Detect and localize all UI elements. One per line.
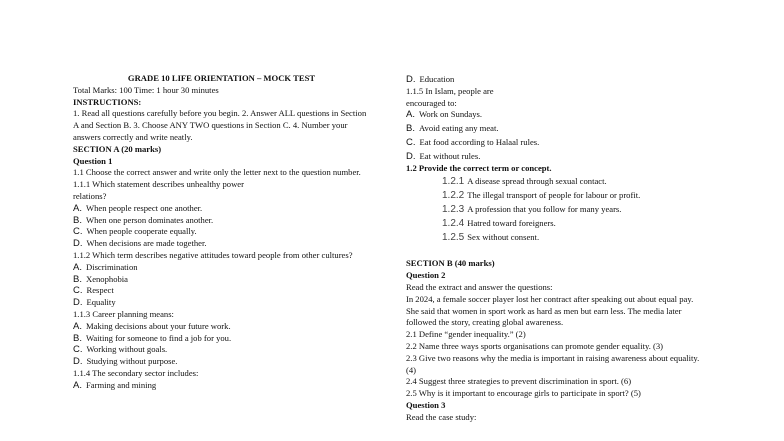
option-1-1-3-b: [73, 333, 370, 345]
option-text: Farming and mining: [85, 379, 157, 390]
question-1-1-2-stem: 1.1.2 Which term describes negative attitudes toward people from other cultures?: [73, 249, 353, 260]
question-2-5: 2.5 Why is it important to encourage girls to participate in sport? (5): [406, 388, 641, 399]
option-text: Xenophobia: [85, 273, 128, 284]
question-1-1-3-stem: 1.1.3 Career planning means:: [73, 308, 174, 319]
option-1-1-2-a: [73, 262, 370, 274]
option-1-1-4-d: [406, 74, 711, 86]
option-letter: A.: [73, 379, 82, 391]
question-2-intro: Read the extract and answer the questions:: [406, 281, 553, 292]
option-text: Discrimination: [85, 261, 138, 272]
option-1-1-3-c: [73, 344, 370, 356]
option-text: When people respect one another.: [85, 202, 203, 213]
question-1-1-1-stem: 1.1.1 Which statement describes unhealthy power relations?: [73, 179, 244, 201]
option-1-1-1-c: [73, 226, 370, 238]
option-1-1-3-a: [73, 321, 370, 333]
term-item: [406, 218, 711, 230]
option-letter: D.: [73, 238, 83, 250]
term-number: 1.2.5: [442, 231, 465, 243]
option-1-1-2-c: [73, 285, 370, 297]
extract-paragraph-1: In 2024, a female soccer player lost her contract after speaking out about equal pay.: [406, 293, 694, 304]
option-letter: B.: [73, 332, 82, 344]
question-2-3: 2.3 Give two reasons why the media is important in raising awareness about equality. (4): [406, 352, 700, 375]
option-1-1-5-a: [406, 109, 711, 121]
marks-and-time: Total Marks: 100 Time: 1 hour 30 minutes: [73, 84, 219, 95]
option-text: Avoid eating any meat.: [418, 123, 499, 134]
option-1-1-4-a: [73, 380, 370, 392]
question-3-heading: Question 3: [406, 399, 446, 410]
option-1-1-5-b: [406, 123, 711, 135]
term-item: [406, 232, 711, 244]
option-letter: D.: [73, 297, 83, 309]
instructions-text: 1. Read all questions carefully before you begin. 2. Answer ALL questions in Section A and Section B. 3. Choose ANY TWO questions in Section C. 4. Number your answers correctly and write neatly.: [73, 108, 367, 142]
term-item: [406, 204, 711, 216]
question-1-heading: Question 1: [73, 155, 113, 166]
option-1-1-2-d: [73, 297, 370, 309]
option-text: Waiting for someone to find a job for you.: [85, 332, 232, 343]
option-letter: B.: [406, 123, 415, 135]
right-column: [406, 74, 711, 424]
option-letter: C.: [73, 226, 83, 238]
option-1-1-2-b: [73, 274, 370, 286]
option-text: When people cooperate equally.: [86, 226, 197, 237]
term-text: A profession that you follow for many years.: [467, 203, 622, 214]
option-text: Work on Sundays.: [418, 109, 483, 120]
term-text: The illegal transport of people for labour or profit.: [467, 190, 641, 201]
term-number: 1.2.4: [442, 217, 465, 229]
option-text: Equality: [86, 297, 116, 308]
term-text: Hatred toward foreigners.: [467, 217, 556, 228]
option-letter: C.: [73, 344, 83, 356]
test-title: GRADE 10 LIFE ORIENTATION – MOCK TEST: [127, 73, 316, 83]
option-text: Working without goals.: [86, 344, 168, 355]
question-1-1-5-stem-line2: encouraged to:: [406, 97, 457, 108]
option-text: Making decisions about your future work.: [85, 320, 231, 331]
option-1-1-5-c: [406, 137, 711, 149]
option-letter: D.: [73, 356, 83, 368]
term-item: [406, 176, 711, 188]
option-1-1-1-b: [73, 215, 370, 227]
option-text: When decisions are made together.: [86, 238, 207, 249]
option-text: Respect: [86, 285, 114, 296]
option-1-1-5-d: [406, 151, 711, 163]
extract-paragraph-2: She said that women in sport work as hard as men but earn less. The media later followed the story, creating global awareness.: [406, 305, 682, 328]
question-2-4: 2.4 Suggest three strategies to prevent discrimination in sport. (6): [406, 376, 632, 387]
option-1-1-1-a: [73, 203, 370, 215]
option-letter: A.: [406, 109, 415, 121]
option-letter: B.: [73, 273, 82, 285]
option-letter: A.: [73, 261, 82, 273]
term-text: Sex without consent.: [467, 231, 540, 242]
option-text: Education: [419, 74, 455, 84]
option-text: When one person dominates another.: [85, 214, 214, 225]
option-1-1-1-d: [73, 238, 370, 250]
section-a-heading: SECTION A (20 marks): [73, 143, 162, 154]
question-1-2-heading: 1.2 Provide the correct term or concept.: [406, 162, 552, 173]
option-text: Eat food according to Halaal rules.: [419, 136, 540, 147]
option-letter: B.: [73, 214, 82, 226]
question-1-1-5-stem-line1: 1.1.5 In Islam, people are: [406, 85, 494, 96]
option-1-1-3-d: [73, 356, 370, 368]
question-1-1-intro: 1.1 Choose the correct answer and write only the letter next to the question number.: [73, 167, 361, 178]
option-letter: A.: [73, 320, 82, 332]
instructions-heading: INSTRUCTIONS:: [73, 96, 142, 107]
question-2-1: 2.1 Define “gender inequality.” (2): [406, 329, 526, 340]
option-letter: C.: [406, 136, 416, 148]
question-2-heading: Question 2: [406, 270, 446, 281]
section-b-heading: SECTION B (40 marks): [406, 258, 495, 269]
question-1-1-4-stem: 1.1.4 The secondary sector includes:: [73, 367, 199, 378]
term-number: 1.2.3: [442, 203, 465, 215]
term-number: 1.2.2: [442, 190, 465, 202]
left-column: [73, 73, 370, 392]
option-letter: D.: [406, 74, 416, 85]
option-letter: A.: [73, 202, 82, 214]
term-text: A disease spread through sexual contact.: [467, 176, 607, 187]
spacer: [406, 243, 711, 254]
option-text: Studying without purpose.: [86, 356, 178, 367]
term-number: 1.2.1: [442, 176, 465, 188]
option-letter: C.: [73, 285, 83, 297]
question-2-2: 2.2 Name three ways sports organisations can promote gender equality. (3): [406, 340, 664, 351]
term-item: [406, 190, 711, 202]
question-3-intro: Read the case study:: [406, 411, 477, 422]
option-letter: D.: [406, 150, 416, 162]
option-text: Eat without rules.: [419, 150, 481, 161]
